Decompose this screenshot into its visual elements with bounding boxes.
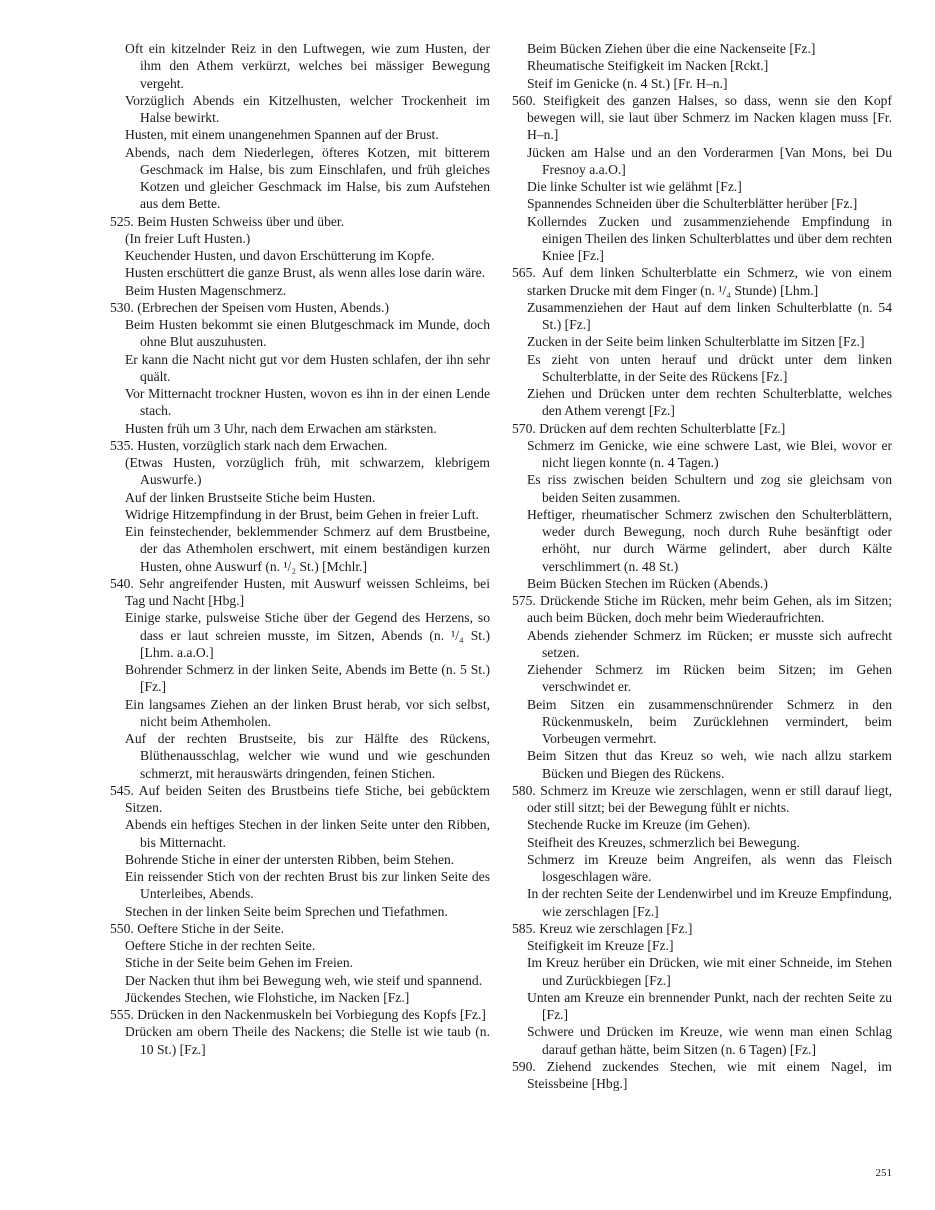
numbered-symptom-entry: 565. Auf dem linken Schulterblatte ein Schmerz, wie von einem starken Drucke mit dem Finger (n. ¹/₄ Stunde) [Lhm.] xyxy=(512,265,892,298)
symptom-entry: Ein feinstechender, beklemmender Schmerz auf dem Brustbeine, der das Athemholen erschwert, mit einem beständigen kurzen Husten, ohne Auswurf (n. ¹/₂ St.) [Mchlr.] xyxy=(125,524,490,574)
symptom-entry: Rheumatische Steifigkeit im Nacken [Rckt.] xyxy=(527,58,769,74)
symptom-entry: Er kann die Nacht nicht gut vor dem Husten schlafen, der ihn sehr quält. xyxy=(125,351,490,384)
symptom-entry: Drücken am obern Theile des Nackens; die Stelle ist wie taub (n. 10 St.) [Fz.] xyxy=(125,1024,490,1057)
symptom-entry: Beim Sitzen thut das Kreuz so weh, wie nach allzu starkem Bücken und Biegen des Rückens. xyxy=(527,748,892,781)
numbered-symptom-entry: 590. Ziehend zuckendes Stechen, wie mit einem Nagel, im Steissbeine [Hbg.] xyxy=(512,1058,892,1091)
symptom-entry: Stiche in der Seite beim Gehen im Freien. xyxy=(125,955,354,971)
numbered-symptom-entry: 535. Husten, vorzüglich stark nach dem Erwachen. xyxy=(110,437,388,453)
symptom-entry: Vorzüglich Abends ein Kitzelhusten, welcher Trockenheit im Halse bewirkt. xyxy=(125,92,490,125)
symptom-entry: Schmerz im Kreuze beim Angreifen, als wenn das Fleisch losgeschlagen wäre. xyxy=(527,851,892,884)
numbered-symptom-entry: 580. Schmerz im Kreuze wie zerschlagen, wenn er still darauf liegt, oder still sitzt; bei der Bewegung fühlt er nichts. xyxy=(512,782,892,815)
symptom-entry: Unten am Kreuze ein brennender Punkt, nach der rechten Seite zu [Fz.] xyxy=(527,989,892,1022)
symptom-entry: Oft ein kitzelnder Reiz in den Luftwegen, wie zum Husten, der ihm den Athem verkürzt, welches bei mässiger Bewegung vergeht. xyxy=(125,41,490,91)
symptom-entry: Kollerndes Zucken und zusammenziehende Empfindung in einigen Theilen des linken Schulterblattes und über dem rechten Kniee [Fz.] xyxy=(527,213,892,263)
symptom-entry: Auf der linken Brustseite Stiche beim Husten. xyxy=(125,489,376,505)
symptom-entry: Abends, nach dem Niederlegen, öfteres Kotzen, mit bitterem Geschmack im Halse, bis zum Einschlafen, und früh gleiches Kotzen und gleicher Geschmack im Halse, bis zum Aufstehen aus dem Bette. xyxy=(125,144,490,212)
symptom-entry: Steifheit des Kreuzes, schmerzlich bei Bewegung. xyxy=(527,834,800,850)
symptom-entry: Abends ziehender Schmerz im Rücken; er musste sich aufrecht setzen. xyxy=(527,627,892,660)
symptom-entry: Ein reissender Stich von der rechten Brust bis zur linken Seite des Unterleibes, Abends. xyxy=(125,869,490,902)
symptom-entry: Spannendes Schneiden über die Schulterblätter herüber [Fz.] xyxy=(527,196,858,212)
symptom-entry: Abends ein heftiges Stechen in der linken Seite unter den Ribben, bis Mitternacht. xyxy=(125,817,490,850)
symptom-entry: Die linke Schulter ist wie gelähmt [Fz.] xyxy=(527,179,742,194)
symptom-entry: Es zieht von unten herauf und drückt unter dem linken Schulterblatte, in der Seite des Rückens [Fz.] xyxy=(527,351,892,384)
numbered-symptom-entry: 560. Steifigkeit des ganzen Halses, so dass, wenn sie den Kopf bewegen will, sie laut über Schmerz im Nacken klagen muss [Fr. H–n.] xyxy=(512,92,892,143)
symptom-entry: Vor Mitternacht trockner Husten, wovon es ihn in der einen Lende stach. xyxy=(125,386,490,419)
symptom-entry: Beim Bücken Stechen im Rücken (Abends.) xyxy=(527,575,768,591)
left-column xyxy=(110,40,490,1058)
symptom-entry: Bohrender Schmerz in der linken Seite, Abends im Bette (n. 5 St.) [Fz.] xyxy=(125,662,490,695)
symptom-entry: Heftiger, rheumatischer Schmerz zwischen den Schulterblättern, weder durch Bewegung, noch durch Ruhe besänftigt oder erhöht, nur durch Wärme gelindert, aber durch Kälte verschlimmert (n. 48 St.) xyxy=(527,506,892,574)
numbered-symptom-entry: 530. (Erbrechen der Speisen vom Husten, Abends.) xyxy=(110,299,389,315)
symptom-entry: Jückendes Stechen, wie Flohstiche, im Nacken [Fz.] xyxy=(125,989,410,1005)
numbered-symptom-entry: 570. Drücken auf dem rechten Schulterblatte [Fz.] xyxy=(512,420,786,436)
symptom-entry: Ziehender Schmerz im Rücken beim Sitzen; im Gehen verschwindet er. xyxy=(527,662,892,695)
symptom-entry: Zucken in der Seite beim linken Schulterblatte im Sitzen [Fz.] xyxy=(527,334,865,350)
numbered-symptom-entry: 545. Auf beiden Seiten des Brustbeins tiefe Stiche, bei gebücktem Sitzen. xyxy=(110,782,490,815)
symptom-entry: Stechende Rucke im Kreuze (im Gehen). xyxy=(527,817,751,833)
symptom-entry: Jücken am Halse und an den Vorderarmen [Van Mons, bei Du Fresnoy a.a.O.] xyxy=(527,144,892,177)
symptom-entry: (Etwas Husten, vorzüglich früh, mit schwarzem, klebrigem Auswurfe.) xyxy=(125,455,490,488)
symptom-entry: Steifigkeit im Kreuze [Fz.] xyxy=(527,938,674,953)
symptom-entry: Husten früh um 3 Uhr, nach dem Erwachen am stärksten. xyxy=(125,420,437,436)
symptom-entry: (In freier Luft Husten.) xyxy=(125,230,251,246)
symptom-entry: Der Nacken thut ihm bei Bewegung weh, wie steif und spannend. xyxy=(125,972,483,988)
symptom-entry: Steif im Genicke (n. 4 St.) [Fr. H–n.] xyxy=(527,75,728,91)
symptom-entry: Ziehen und Drücken unter dem rechten Schulterblatte, welches den Athem verengt [Fz.] xyxy=(527,386,892,419)
symptom-entry: Husten, mit einem unangenehmen Spannen auf der Brust. xyxy=(125,127,439,143)
numbered-symptom-entry: 525. Beim Husten Schweiss über und über. xyxy=(110,213,345,229)
symptom-entry: Bohrende Stiche in einer der untersten Ribben, beim Stehen. xyxy=(125,851,455,867)
symptom-entry: Schwere und Drücken im Kreuze, wie wenn man einen Schlag darauf gethan hätte, beim Sitzen (n. 6 Tagen) [Fz.] xyxy=(527,1024,892,1057)
symptom-entry: Keuchender Husten, und davon Erschütterung im Kopfe. xyxy=(125,248,435,263)
symptom-entry: Beim Bücken Ziehen über die eine Nackenseite [Fz.] xyxy=(527,41,816,56)
symptom-entry: Schmerz im Genicke, wie eine schwere Last, wie Blei, wovor er nicht liegen konnte (n. 4 Tagen.) xyxy=(527,437,892,470)
right-column xyxy=(512,40,892,1092)
symptom-entry: Beim Husten Magenschmerz. xyxy=(125,282,287,298)
symptom-entry: Oeftere Stiche in der rechten Seite. xyxy=(125,938,316,953)
numbered-symptom-entry: 585. Kreuz wie zerschlagen [Fz.] xyxy=(512,920,693,936)
symptom-entry: In der rechten Seite der Lendenwirbel und im Kreuze Empfindung, wie zerschlagen [Fz.] xyxy=(527,886,892,919)
symptom-entry: Stechen in der linken Seite beim Sprechen und Tiefathmen. xyxy=(125,903,448,919)
symptom-entry: Ein langsames Ziehen an der linken Brust herab, vor sich selbst, nicht beim Athemholen. xyxy=(125,696,490,729)
symptom-entry: Einige starke, pulsweise Stiche über der Gegend des Herzens, so dass er laut schreien musste, im Sitzen, Abends (n. ¹/₄ St.) [Lhm. a.a.O.] xyxy=(125,610,490,660)
symptom-entry: Es riss zwischen beiden Schultern und zog sie gleichsam von beiden Seiten zusammen. xyxy=(527,472,892,505)
symptom-entry: Auf der rechten Brustseite, bis zur Hälfte des Rückens, Blüthenausschlag, welcher wie wund und wie geschunden schmerzt, mit herauswärts dringenden, feinen Stichen. xyxy=(125,731,490,781)
symptom-entry: Husten erschüttert die ganze Brust, als wenn alles lose darin wäre. xyxy=(125,265,486,281)
symptom-entry: Beim Husten bekommt sie einen Blutgeschmack im Munde, doch ohne Blut auszuhusten. xyxy=(125,317,490,350)
page-number: 251 xyxy=(875,1167,892,1179)
numbered-symptom-entry: 555. Drücken in den Nackenmuskeln bei Vorbiegung des Kopfs [Fz.] xyxy=(110,1007,486,1022)
numbered-symptom-entry: 575. Drückende Stiche im Rücken, mehr beim Gehen, als im Sitzen; auch beim Bücken, doch mehr beim Wiederaufrichten. xyxy=(512,593,892,626)
symptom-entry: Im Kreuz herüber ein Drücken, wie mit einer Schneide, im Stehen und Zurückbiegen [Fz.] xyxy=(527,955,892,988)
symptom-entry: Beim Sitzen ein zusammenschnürender Schmerz in den Rückenmuskeln, beim Zurücklehnen vermindert, beim Vorbeugen vermehrt. xyxy=(527,696,892,746)
symptom-entry: Widrige Hitzempfindung in der Brust, beim Gehen in freier Luft. xyxy=(125,506,479,522)
numbered-symptom-entry: 550. Oeftere Stiche in der Seite. xyxy=(110,920,285,936)
symptom-entry: Zusammenziehen der Haut auf dem linken Schulterblatte (n. 54 St.) [Fz.] xyxy=(527,299,892,332)
numbered-symptom-entry: 540. Sehr angreifender Husten, mit Auswurf weissen Schleims, bei Tag und Nacht [Hbg.] xyxy=(110,575,490,608)
